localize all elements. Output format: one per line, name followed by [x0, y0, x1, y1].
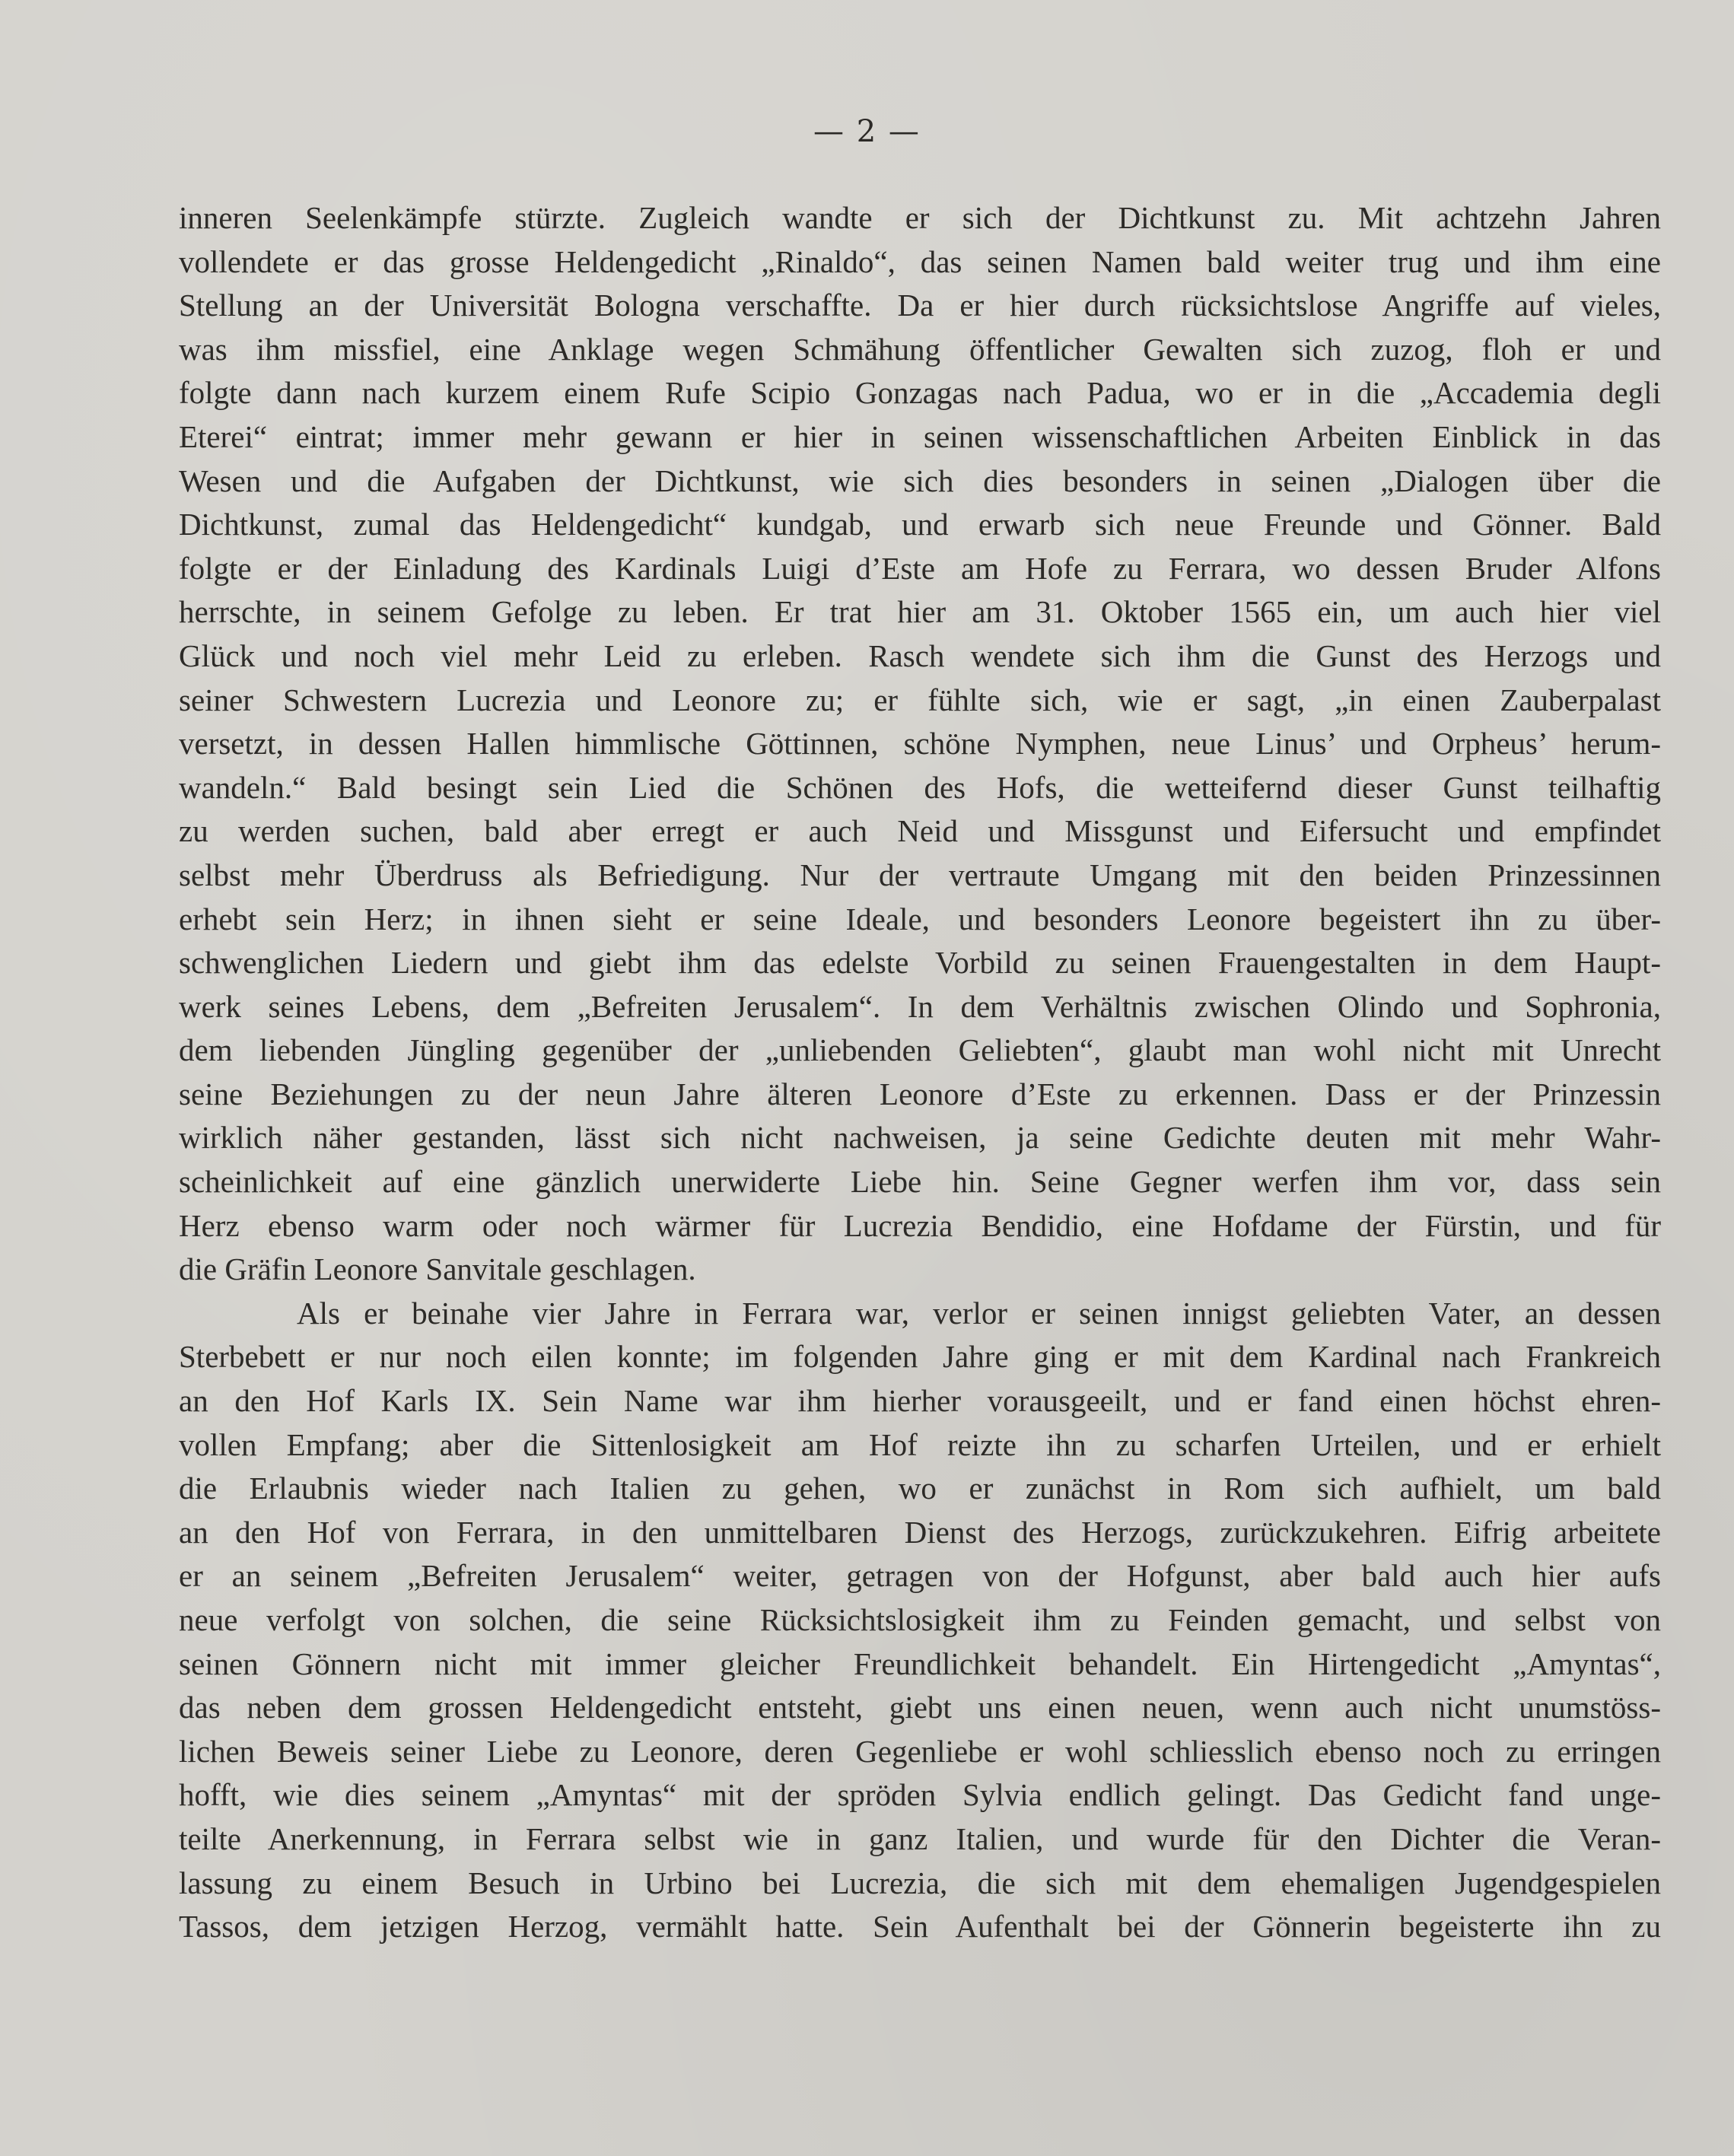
body-text: [179, 196, 1661, 1949]
text-line: scheinlichkeit auf eine gänzlich unerwiderte Liebe hin. Seine Gegner werfen ihm vor, dass sein: [179, 1164, 1661, 1200]
text-line: Herz ebenso warm oder noch wärmer für Lucrezia Bendidio, eine Hofdame der Fürstin, und für: [179, 1207, 1661, 1243]
text-line: Wesen und die Aufgaben der Dichtkunst, wie sich dies besonders in seinen „Dialogen über die: [179, 463, 1661, 498]
text-line: erhebt sein Herz; in ihnen sieht er seine Ideale, und besonders Leonore begeistert ihn zu über-: [179, 901, 1661, 936]
paragraph-end-line: die Gräfin Leonore Sanvitale geschlagen.: [179, 1251, 696, 1287]
text-line: an den Hof Karls IX. Sein Name war ihm hierher vorausgeeilt, und er fand einen höchst ehren-: [179, 1383, 1661, 1419]
text-line: seine Beziehungen zu der neun Jahre älteren Leonore d’Este zu erkennen. Dass er der Prinzessin: [179, 1076, 1661, 1111]
text-line: Sterbebett er nur noch eilen konnte; im folgenden Jahre ging er mit dem Kardinal nach Frankreich: [179, 1339, 1661, 1375]
text-line: Dichtkunst, zumal das Heldengedicht“ kundgab, und erwarb sich neue Freunde und Gönner. Bald: [179, 507, 1661, 542]
text-line: selbst mehr Überdruss als Befriedigung. Nur der vertraute Umgang mit den beiden Prinzessinnen: [179, 857, 1661, 892]
text-line: er an seinem „Befreiten Jerusalem“ weiter, getragen von der Hofgunst, aber bald auch hier aufs: [179, 1558, 1661, 1594]
text-line: vollendete er das grosse Heldengedicht „Rinaldo“, das seinen Namen bald weiter trug und ihm eine: [179, 243, 1661, 279]
text-line: hofft, wie dies seinem „Amyntas“ mit der spröden Sylvia endlich gelingt. Das Gedicht fand unge-: [179, 1777, 1661, 1813]
text-line: werk seines Lebens, dem „Befreiten Jerusalem“. In dem Verhältnis zwischen Olindo und Sophronia,: [179, 988, 1661, 1024]
text-line: folgte dann nach kurzem einem Rufe Scipio Gonzagas nach Padua, wo er in die „Accademia degli: [179, 375, 1661, 411]
text-line: zu werden suchen, bald aber erregt er auch Neid und Missgunst und Eifersucht und empfindet: [179, 813, 1661, 849]
text-line: teilte Anerkennung, in Ferrara selbst wie in ganz Italien, und wurde für den Dichter die Veran-: [179, 1821, 1661, 1856]
text-line: wandeln.“ Bald besingt sein Lied die Schönen des Hofs, die wetteifernd dieser Gunst teilhaftig: [179, 769, 1661, 805]
text-line: herrschte, in seinem Gefolge zu leben. Er trat hier am 31. Oktober 1565 ein, um auch hier viel: [179, 594, 1661, 630]
text-line: seinen Gönnern nicht mit immer gleicher Freundlichkeit behandelt. Ein Hirtengedicht „Amyntas“,: [179, 1646, 1661, 1681]
page-number: — 2 —: [813, 114, 921, 149]
text-line: wirklich näher gestanden, lässt sich nicht nachweisen, ja seine Gedichte deuten mit mehr Wahr-: [179, 1120, 1661, 1156]
text-line: schwenglichen Liedern und giebt ihm das edelste Vorbild zu seinen Frauengestalten in dem Haupt-: [179, 945, 1661, 981]
text-line: die Erlaubnis wieder nach Italien zu gehen, wo er zunächst in Rom sich aufhielt, um bald: [179, 1471, 1661, 1506]
paragraph-start-line: Als er beinahe vier Jahre in Ferrara war, verlor er seinen innigst geliebten Vater, an dessen: [297, 1295, 1661, 1331]
text-line: Tassos, dem jetzigen Herzog, vermählt hatte. Sein Aufenthalt bei der Gönnerin begeisterte ihn zu: [179, 1909, 1661, 1945]
text-line: Eterei“ eintrat; immer mehr gewann er hier in seinen wissenschaftlichen Arbeiten Einblick in das: [179, 418, 1661, 454]
text-line: an den Hof von Ferrara, in den unmittelbaren Dienst des Herzogs, zurückzukehren. Eifrig arbeitete: [179, 1514, 1661, 1550]
text-line: versetzt, in dessen Hallen himmlische Göttinnen, schöne Nymphen, neue Linus’ und Orpheus’ herum-: [179, 726, 1661, 762]
text-line: das neben dem grossen Heldengedicht entsteht, giebt uns einen neuen, wenn auch nicht unumstöss-: [179, 1690, 1661, 1725]
text-line: was ihm missfiel, eine Anklage wegen Schmähung öffentlicher Gewalten sich zuzog, floh er und: [179, 331, 1661, 367]
text-line: Glück und noch viel mehr Leid zu erleben. Rasch wendete sich ihm die Gunst des Herzogs und: [179, 638, 1661, 673]
text-line: Stellung an der Universität Bologna verschaffte. Da er hier durch rücksichtslose Angriffe auf vieles,: [179, 288, 1661, 323]
text-line: folgte er der Einladung des Kardinals Luigi d’Este am Hofe zu Ferrara, wo dessen Bruder Alfons: [179, 550, 1661, 586]
text-line: lichen Beweis seiner Liebe zu Leonore, deren Gegenliebe er wohl schliesslich ebenso noch zu erringen: [179, 1733, 1661, 1769]
text-line: lassung zu einem Besuch in Urbino bei Lucrezia, die sich mit dem ehemaligen Jugendgespielen: [179, 1865, 1661, 1900]
text-line: neue verfolgt von solchen, die seine Rücksichtslosigkeit ihm zu Feinden gemacht, und selbst von: [179, 1602, 1661, 1637]
text-line: inneren Seelenkämpfe stürzte. Zugleich wandte er sich der Dichtkunst zu. Mit achtzehn Jahren: [179, 200, 1661, 235]
text-line: dem liebenden Jüngling gegenüber der „unliebenden Geliebten“, glaubt man wohl nicht mit Unrecht: [179, 1032, 1661, 1068]
text-line: vollen Empfang; aber die Sittenlosigkeit am Hof reizte ihn zu scharfen Urteilen, und er erhielt: [179, 1426, 1661, 1462]
text-line: seiner Schwestern Lucrezia und Leonore zu; er fühlte sich, wie er sagt, „in einen Zauberpalast: [179, 682, 1661, 717]
